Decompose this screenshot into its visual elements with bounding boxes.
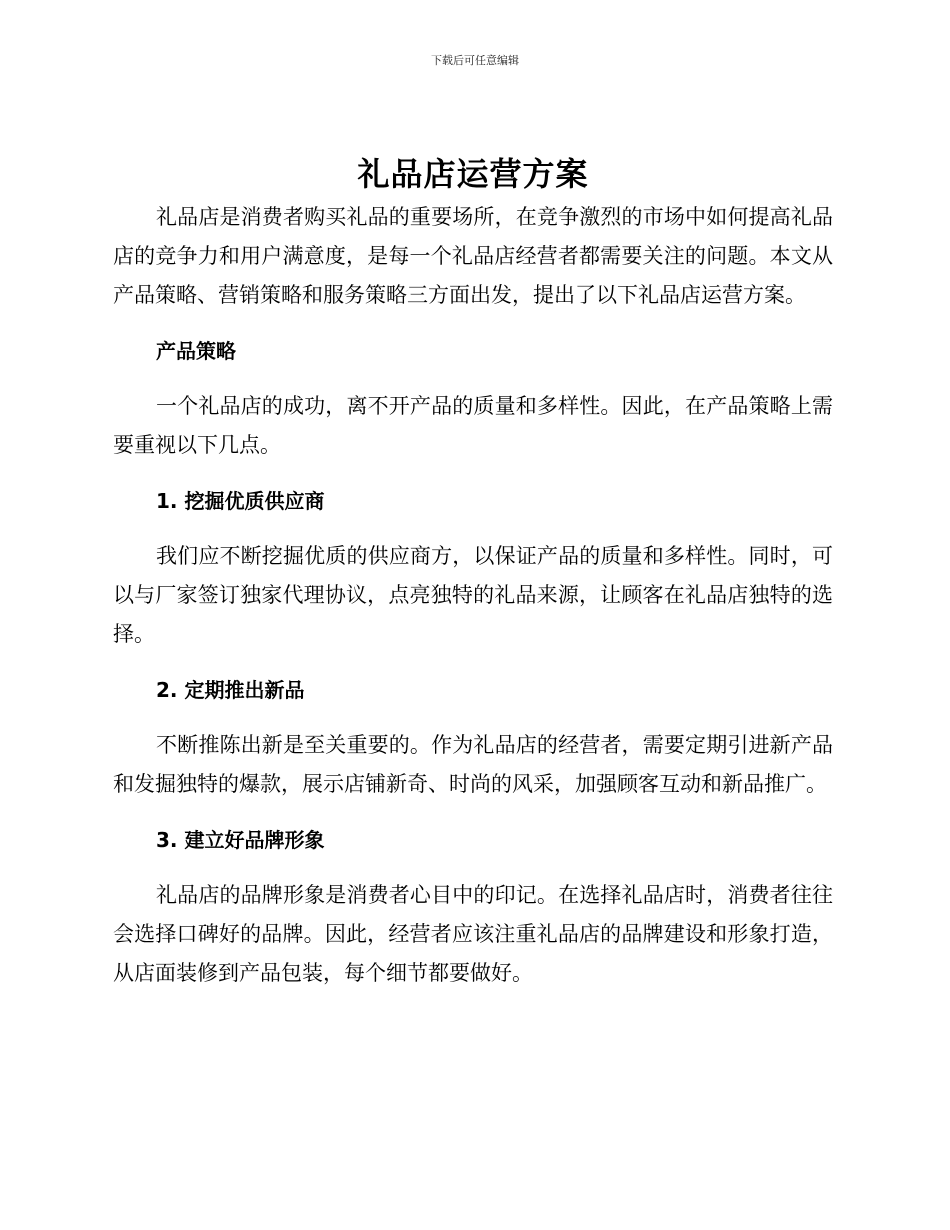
header-note: 下载后可任意编辑	[431, 54, 519, 67]
point-paragraph-suppliers: 我们应不断挖掘优质的供应商方，以保证产品的质量和多样性。同时，可以与厂家签订独家代理协议，点亮独特的礼品来源，让顾客在礼品店独特的选择。	[113, 544, 833, 646]
point-heading-new-products: 2. 定期推出新品	[156, 678, 305, 702]
section-heading-product-strategy: 产品策略	[156, 339, 236, 363]
product-strategy-paragraph: 一个礼品店的成功，离不开产品的质量和多样性。因此，在产品策略上需要重视以下几点。	[113, 394, 833, 457]
document-title: 礼品店运营方案	[357, 155, 589, 193]
intro-paragraph: 礼品店是消费者购买礼品的重要场所，在竞争激烈的市场中如何提高礼品店的竞争力和用户满意度，是每一个礼品店经营者都需要关注的问题。本文从产品策略、营销策略和服务策略三方面出发，提出了以下礼品店运营方案。	[113, 205, 833, 307]
point-heading-brand-image: 3. 建立好品牌形象	[156, 828, 325, 852]
document-body	[113, 150, 833, 993]
point-paragraph-new-products: 不断推陈出新是至关重要的。作为礼品店的经营者，需要定期引进新产品和发掘独特的爆款，展示店铺新奇、时尚的风采，加强顾客互动和新品推广。	[113, 733, 833, 796]
point-paragraph-brand-image: 礼品店的品牌形象是消费者心目中的印记。在选择礼品店时，消费者往往会选择口碑好的品牌。因此，经营者应该注重礼品店的品牌建设和形象打造，从店面装修到产品包装，每个细节都要做好。	[113, 883, 833, 985]
point-heading-suppliers: 1. 挖掘优质供应商	[156, 489, 325, 513]
